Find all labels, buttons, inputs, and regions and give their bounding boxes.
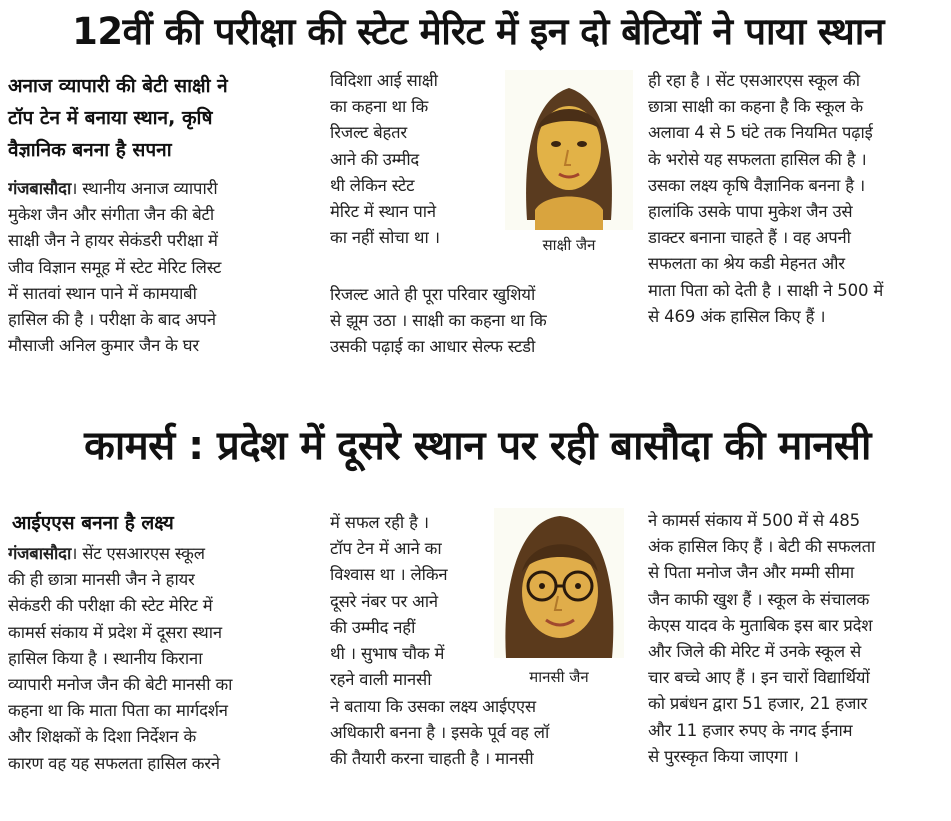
- story1-column-2-bottom: [330, 282, 620, 361]
- mansi-photo: [494, 508, 624, 688]
- story1-col2-line: मेरिट में स्थान पाने: [330, 202, 436, 222]
- story2-col1-text: । सेंट एसआरएस स्कूल: [71, 544, 205, 563]
- story2-col1-line: कामर्स संकाय में प्रदेश में दूसरा स्थान: [8, 622, 222, 642]
- story2-column-2-top: [330, 510, 490, 693]
- story2-col3-line: को प्रबंधन द्वारा 51 हजार, 21 हजार: [648, 694, 868, 714]
- story1-col2-line: आने की उम्मीद: [330, 149, 420, 169]
- story1-col1-line: जीव विज्ञान समूह में स्टेट मेरिट लिस्ट: [8, 257, 222, 277]
- story2-col3-line: और 11 हजार रुपए के नगद ईनाम: [648, 720, 853, 740]
- story2-col1-line: [8, 541, 318, 567]
- story1-column-1: [8, 176, 313, 359]
- story2-col3-line: केएस यादव के मुताबिक इस बार प्रदेश: [648, 615, 873, 635]
- story2-col3-line: और जिले की मेरिट में उनके स्कूल से: [648, 642, 861, 662]
- story2-col3-line: ने कामर्स संकाय में 500 में से 485: [648, 511, 861, 530]
- story1-subheadline-line: वैज्ञानिक बनना है सपना: [8, 139, 172, 161]
- story2-dateline: गंजबासौदा: [8, 544, 72, 563]
- story1-col1-line: मौसाजी अनिल कुमार जैन के घर: [8, 336, 199, 356]
- story2-column-3: [648, 508, 946, 770]
- story2-col3-line: जैन काफी खुश हैं । स्कूल के संचालक: [648, 589, 870, 609]
- story2-headline: कामर्स : प्रदेश में दूसरे स्थान पर रही बासौदा की मानसी: [84, 423, 871, 469]
- story2-col1-line: की ही छात्रा मानसी जैन ने हायर: [8, 570, 195, 590]
- story2-col2-line: अधिकारी बनना है । इसके पूर्व वह लॉ: [330, 723, 550, 743]
- story1-headline: 12वीं की परीक्षा की स्टेट मेरिट में इन दो बेटियों ने पाया स्थान: [72, 10, 884, 53]
- story1-col3-line: अलावा 4 से 5 घंटे तक नियमित पढ़ाई: [648, 123, 873, 143]
- story1-col3-line: हालांकि उसके पापा मुकेश जैन उसे: [648, 202, 853, 222]
- story2-column-2-bottom: [330, 694, 630, 773]
- story1-col2-line: से झूम उठा । साक्षी का कहना था कि: [330, 311, 547, 331]
- story2-col2-line: विश्वास था । लेकिन: [330, 565, 448, 585]
- story1-col2-line: का कहना था कि: [330, 97, 429, 117]
- story1-col3-line: उसका लक्ष्य कृषि वैज्ञानिक बनना है ।: [648, 175, 865, 195]
- story2-col2-line: की तैयारी करना चाहती है । मानसी: [330, 749, 534, 769]
- story2-col2-line: की उम्मीद नहीं: [330, 617, 416, 637]
- story2-col2-line: दूसरे नंबर पर आने: [330, 591, 438, 611]
- story1-column-3: [648, 68, 946, 330]
- story2-col3-line: अंक हासिल किए हैं । बेटी की सफलता: [648, 537, 876, 557]
- story1-subheadline-line: अनाज व्यापारी की बेटी साक्षी ने: [8, 75, 228, 97]
- story1-subheadline-line: टॉप टेन में बनाया स्थान, कृषि: [8, 107, 213, 129]
- story1-col1-line: साक्षी जैन ने हायर सेकंडरी परीक्षा में: [8, 231, 218, 251]
- story2-col1-line: कारण वह यह सफलता हासिल करने: [8, 753, 220, 773]
- story2-col2-line: टॉप टेन में आने का: [330, 539, 442, 559]
- story1-col3-line: छात्रा साक्षी का कहना है कि स्कूल के: [648, 97, 863, 117]
- story1-col1-line: [8, 176, 313, 202]
- story1-col1-line: मुकेश जैन और संगीता जैन की बेटी: [8, 205, 214, 225]
- story2-col3-line: से पुरस्कृत किया जाएगा ।: [648, 746, 799, 766]
- story2-col1-line: सेकंडरी की परीक्षा की स्टेट मेरिट में: [8, 596, 213, 616]
- story2-col1-line: और शिक्षकों के दिशा निर्देशन के: [8, 727, 197, 747]
- story1-col3-line: सफलता का श्रेय कडी मेहनत और: [648, 254, 845, 274]
- sakshi-portrait-image: [505, 70, 633, 230]
- story1-col3-line: ही रहा है । सेंट एसआरएस स्कूल की: [648, 71, 860, 90]
- story1-col2-line: थी लेकिन स्टेट: [330, 175, 415, 195]
- story1-col1-line: हासिल की है । परीक्षा के बाद अपने: [8, 310, 216, 330]
- story1-col3-line: के भरोसे यह सफलता हासिल की है ।: [648, 149, 867, 169]
- story1-column-2-top: [330, 68, 500, 251]
- story1-col2-line: रिजल्ट आते ही पूरा परिवार खुशियों: [330, 285, 536, 304]
- story1-col3-line: माता पिता को देती है । साक्षी ने 500 में: [648, 280, 884, 300]
- sakshi-photo-caption: साक्षी जैन: [542, 236, 596, 254]
- story1-col3-line: डाक्टर बनाना चाहते हैं । वह अपनी: [648, 228, 851, 248]
- story1-col2-line: उसकी पढ़ाई का आधार सेल्फ स्टडी: [330, 337, 536, 357]
- mansi-photo-caption: मानसी जैन: [529, 668, 589, 686]
- story2-subheadline: आईएएस बनना है लक्ष्य: [12, 512, 174, 534]
- story1-col2-line: विदिशा आई साक्षी: [330, 71, 438, 90]
- story2-col1-line: कहना था कि माता पिता का मार्गदर्शन: [8, 701, 228, 721]
- story1-col2-line: का नहीं सोचा था ।: [330, 228, 440, 248]
- story2-col2-line: थी । सुभाष चौक में: [330, 644, 445, 664]
- mansi-portrait-image: [494, 508, 624, 658]
- story2-column-1: [8, 541, 318, 777]
- story1-dateline: गंजबासौदा: [8, 179, 72, 198]
- story1-col2-line: रिजल्ट बेहतर: [330, 123, 408, 143]
- story2-col3-line: से पिता मनोज जैन और मम्मी सीमा: [648, 563, 855, 583]
- sakshi-photo: [505, 70, 633, 260]
- story2-col2-line: में सफल रही है ।: [330, 513, 429, 532]
- story1-col1-text: । स्थानीय अनाज व्यापारी: [71, 179, 218, 198]
- story2-col2-line: ने बताया कि उसका लक्ष्य आईएएस: [330, 697, 536, 716]
- story2-col3-line: चार बच्चे आए हैं । इन चारों विद्यार्थियों: [648, 668, 870, 688]
- story2-col2-line: रहने वाली मानसी: [330, 670, 432, 690]
- story1-subheadline: [8, 70, 313, 166]
- story2-col1-line: व्यापारी मनोज जैन की बेटी मानसी का: [8, 675, 233, 695]
- story1-col1-line: में सातवां स्थान पाने में कामयाबी: [8, 283, 197, 303]
- story1-col3-line: से 469 अंक हासिल किए हैं ।: [648, 306, 826, 326]
- story2-col1-line: हासिल किया है । स्थानीय किराना: [8, 648, 203, 668]
